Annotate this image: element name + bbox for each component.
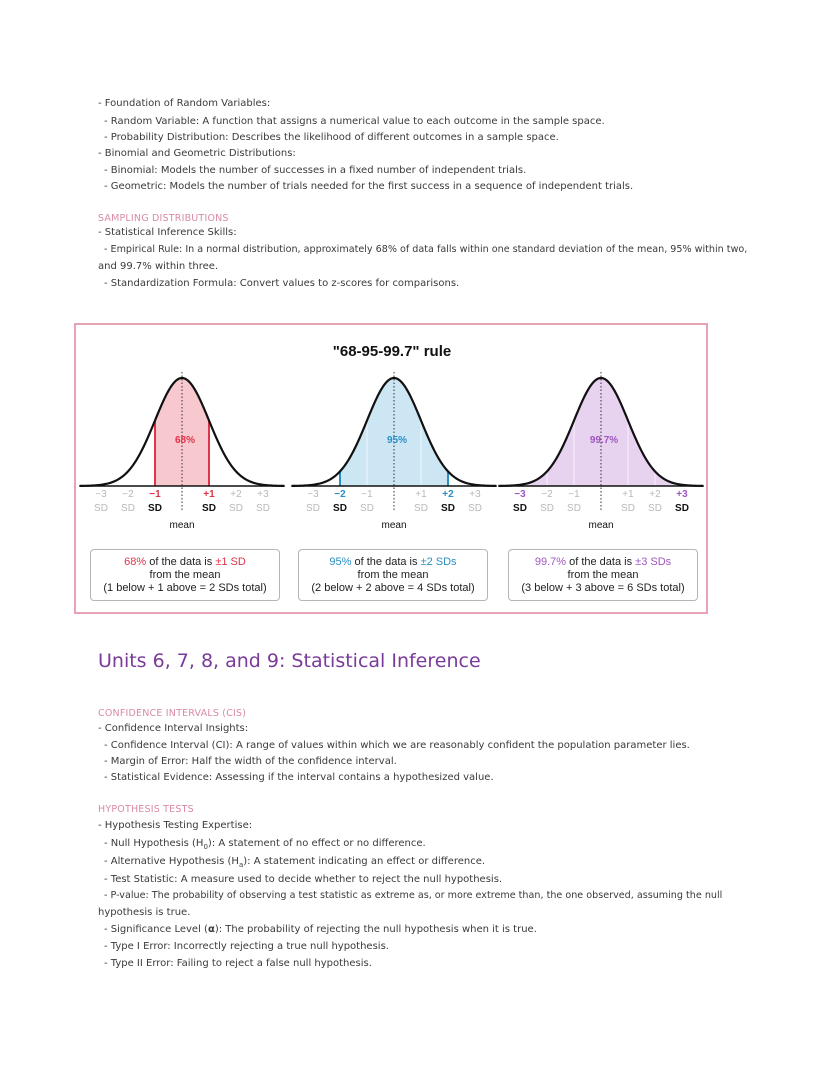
caption-68-percent: 68%	[124, 556, 147, 568]
sd-label-1-5: SD	[468, 503, 482, 514]
ht-line-3	[104, 856, 485, 871]
caption-95-text: of the data is	[351, 556, 421, 568]
sd-label-2-4: SD	[648, 503, 662, 514]
tick-num-1-4: +2	[442, 489, 454, 500]
sampling-line-3: and 99.7% within three.	[98, 261, 219, 272]
mean-label-1: mean	[381, 520, 407, 531]
ht-line-7b: ): The probability of rejecting the null hypothesis when it is true.	[214, 924, 537, 935]
tick-num-0-5: +3	[257, 489, 269, 500]
ht-line-7a: - Significance Level (	[104, 924, 208, 935]
mean-label-0: mean	[169, 520, 195, 531]
caption-68-text: of the data is	[146, 556, 216, 568]
caption-95	[298, 549, 488, 601]
tick-num-1-5: +3	[469, 489, 481, 500]
sd-label-2-3: SD	[621, 503, 635, 514]
rv-line-5: - Binomial: Models the number of successes in a fixed number of independent trials.	[104, 165, 527, 176]
caption-68	[90, 549, 280, 601]
chart-title: "68-95-99.7" rule	[332, 343, 452, 360]
tick-num-0-4: +2	[230, 489, 242, 500]
ht-line-3b: ): A statement indicating an effect or difference.	[243, 856, 486, 867]
ci-line-2: - Confidence Interval (CI): A range of values within which we are reasonably confident the population parameter lies.	[104, 740, 690, 751]
rv-line-4: - Binomial and Geometric Distributions:	[98, 148, 296, 159]
tick-num-1-2: −1	[361, 489, 373, 500]
tick-num-2-1: −2	[541, 489, 553, 500]
sampling-line-4: - Standardization Formula: Convert values to z-scores for comparisons.	[104, 278, 460, 289]
tick-num-0-0: −3	[95, 489, 107, 500]
tick-num-2-5: +3	[676, 489, 688, 500]
sd-label-0-1: SD	[121, 503, 135, 514]
ht-line-1: - Hypothesis Testing Expertise:	[98, 820, 253, 831]
sd-label-2-5: SD	[675, 503, 689, 514]
alpha-symbol: α	[207, 924, 215, 935]
tick-num-0-3: +1	[203, 489, 215, 500]
tick-num-2-3: +1	[622, 489, 634, 500]
ht-line-8: - Type I Error: Incorrectly rejecting a true null hypothesis.	[104, 941, 389, 952]
ht-line-3a: - Alternative Hypothesis (H	[104, 856, 239, 867]
caption-68-line-2: from the mean	[149, 569, 221, 581]
caption-95-pm: ±2 SDs	[420, 556, 457, 568]
caption-997-pm: ±3 SDs	[635, 556, 672, 568]
ht-heading: HYPOTHESIS TESTS	[98, 804, 194, 815]
sd-label-1-3: SD	[414, 503, 428, 514]
ht-line-7	[104, 924, 537, 936]
ci-line-1: - Confidence Interval Insights:	[98, 723, 249, 734]
caption-95-line-2: from the mean	[357, 569, 429, 581]
sampling-heading: SAMPLING DISTRIBUTIONS	[98, 213, 229, 224]
rv-line-3: - Probability Distribution: Describes the likelihood of different outcomes in a sample space.	[104, 132, 559, 143]
ht-line-2a: - Null Hypothesis (H	[104, 838, 204, 849]
tick-num-2-0: −3	[514, 489, 526, 500]
sd-label-2-2: SD	[567, 503, 581, 514]
empirical-rule-figure	[74, 323, 708, 614]
ht-line-4: - Test Statistic: A measure used to decide whether to reject the null hypothesis.	[104, 874, 503, 885]
caption-997-line-3: (3 below + 3 above = 6 SDs total)	[521, 582, 685, 594]
caption-997-text: of the data is	[566, 556, 636, 568]
caption-95-line-3: (2 below + 2 above = 4 SDs total)	[311, 582, 475, 594]
sd-label-1-1: SD	[333, 503, 347, 514]
sd-label-1-4: SD	[441, 503, 455, 514]
tick-num-1-1: −2	[334, 489, 346, 500]
tick-num-1-3: +1	[415, 489, 427, 500]
sd-label-0-5: SD	[256, 503, 270, 514]
caption-68-line-3: (1 below + 1 above = 2 SDs total)	[103, 582, 267, 594]
caption-95-percent: 95%	[329, 556, 352, 568]
ht-line-9: - Type II Error: Failing to reject a false null hypothesis.	[104, 958, 372, 969]
caption-997-line-2: from the mean	[567, 569, 639, 581]
ht-line-2b: ): A statement of no effect or no difference.	[207, 838, 426, 849]
mean-label-2: mean	[588, 520, 614, 531]
units-title: Units 6, 7, 8, and 9: Statistical Inference	[98, 650, 481, 672]
ci-heading: CONFIDENCE INTERVALS (CIS)	[98, 708, 247, 719]
percent-label-0: 68%	[174, 435, 196, 446]
rv-line-1: - Foundation of Random Variables:	[98, 98, 271, 109]
ht-line-6: hypothesis is true.	[98, 907, 191, 918]
tick-num-1-0: −3	[307, 489, 319, 500]
sd-label-0-0: SD	[94, 503, 108, 514]
tick-num-2-4: +2	[649, 489, 661, 500]
tick-num-0-2: −1	[149, 489, 161, 500]
caption-68-pm: ±1 SD	[215, 556, 246, 568]
sampling-line-2: - Empirical Rule: In a normal distribution, approximately 68% of data falls within one standard deviation of the mean, 95% within two,	[104, 244, 748, 255]
ci-line-3: - Margin of Error: Half the width of the confidence interval.	[104, 756, 397, 767]
sd-label-0-4: SD	[229, 503, 243, 514]
rv-line-2: - Random Variable: A function that assigns a numerical value to each outcome in the sample space.	[104, 116, 605, 127]
caption-997	[508, 549, 698, 601]
percent-label-1: 95%	[386, 435, 408, 446]
ci-line-4: - Statistical Evidence: Assessing if the interval contains a hypothesized value.	[104, 772, 494, 783]
tick-num-0-1: −2	[122, 489, 134, 500]
sd-label-1-0: SD	[306, 503, 320, 514]
sd-label-1-2: SD	[360, 503, 374, 514]
caption-997-percent: 99.7%	[534, 556, 567, 568]
sd-label-0-2: SD	[148, 503, 162, 514]
sampling-line-1: - Statistical Inference Skills:	[98, 227, 237, 238]
rv-line-6: - Geometric: Models the number of trials needed for the first success in a sequence of independent trials.	[104, 181, 634, 192]
ht-line-5: - P-value: The probability of observing a test statistic as extreme as, or more extreme than, the one observed, assuming the null	[104, 890, 723, 901]
tick-num-2-2: −1	[568, 489, 580, 500]
ht-line-2	[104, 838, 426, 853]
sd-label-2-1: SD	[540, 503, 554, 514]
percent-label-2: 99.7%	[589, 435, 619, 446]
ht-line-2-sub: 0	[203, 843, 208, 851]
sd-label-2-0: SD	[513, 503, 527, 514]
sd-label-0-3: SD	[202, 503, 216, 514]
ht-line-3-sub: a	[238, 861, 244, 869]
